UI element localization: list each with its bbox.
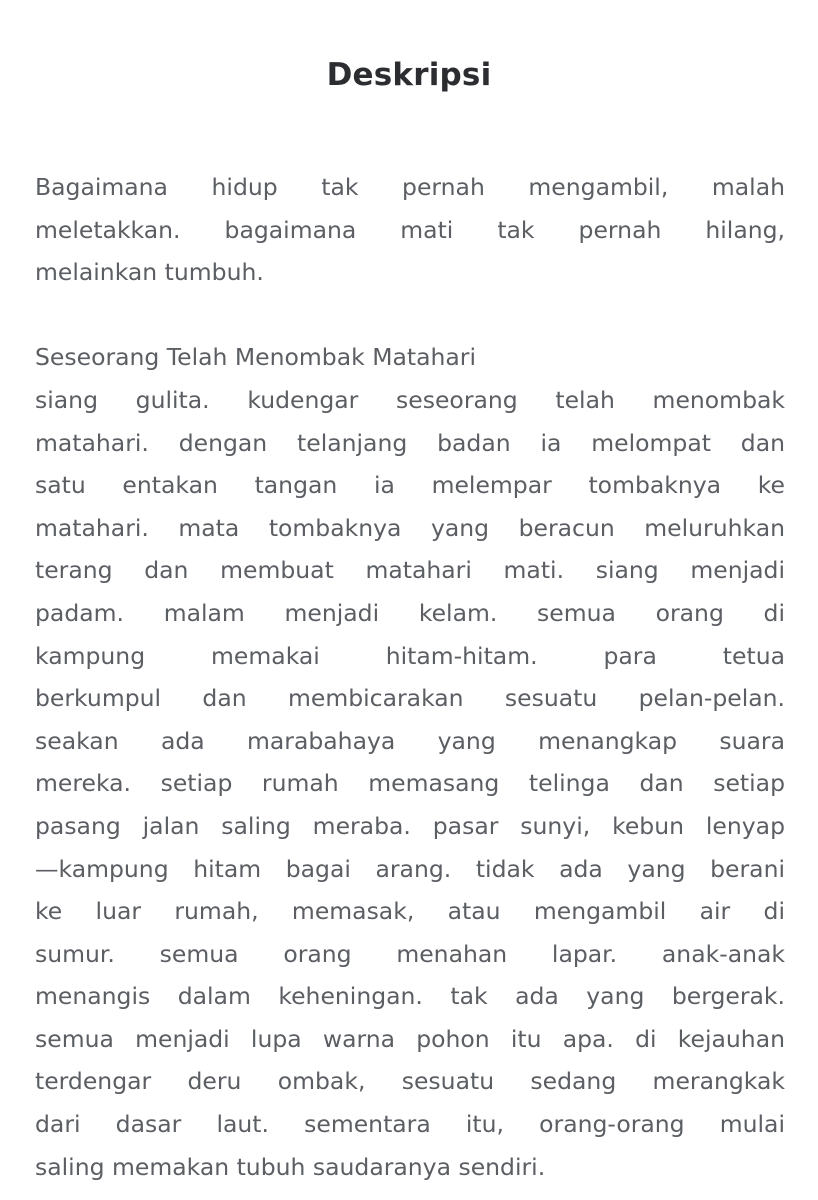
text-line: terdengar deru ombak, sesuatu sedang merangkak — [35, 1067, 785, 1096]
paragraph-spacer — [35, 294, 785, 337]
paragraph-intro — [35, 166, 785, 294]
text-line: dari dasar laut. sementara itu, orang-orang mulai — [35, 1110, 785, 1139]
text-line: ke luar rumah, memasak, atau mengambil air di — [35, 897, 785, 926]
text-line: kampung memakai hitam-hitam. para tetua — [35, 641, 785, 670]
text-line: melainkan tumbuh. — [35, 258, 264, 287]
text-line: pasang jalan saling meraba. pasar sunyi, kebun lenyap — [35, 811, 785, 840]
text-line: semua menjadi lupa warna pohon itu apa. di kejauhan — [35, 1024, 785, 1053]
text-line: menangis dalam keheningan. tak ada yang bergerak. — [35, 982, 785, 1011]
text-line: seakan ada marabahaya yang menangkap suara — [35, 726, 785, 755]
description-body — [35, 166, 785, 1188]
text-line: satu entakan tangan ia melempar tombaknya ke — [35, 471, 785, 500]
paragraph-poem — [35, 336, 785, 1188]
text-line: matahari. dengan telanjang badan ia melompat dan — [35, 428, 785, 457]
text-line: siang gulita. kudengar seseorang telah menombak — [35, 385, 785, 414]
text-line: saling memakan tubuh saudaranya sendiri. — [35, 1152, 546, 1181]
text-line: berkumpul dan membicarakan sesuatu pelan-pelan. — [35, 684, 785, 713]
text-line: padam. malam menjadi kelam. semua orang di — [35, 598, 785, 627]
text-line: mereka. setiap rumah memasang telinga dan setiap — [35, 769, 785, 798]
text-line: terang dan membuat matahari mati. siang menjadi — [35, 556, 785, 585]
text-line: Bagaimana hidup tak pernah mengambil, malah — [35, 173, 785, 201]
text-line: sumur. semua orang menahan lapar. anak-anak — [35, 939, 785, 968]
poem-title: Seseorang Telah Menombak Matahari — [35, 343, 476, 372]
text-line: meletakkan. bagaimana mati tak pernah hilang, — [35, 215, 785, 244]
text-line: matahari. mata tombaknya yang beracun meluruhkan — [35, 513, 785, 542]
page-title: Deskripsi — [326, 57, 492, 93]
text-line: —kampung hitam bagai arang. tidak ada yang berani — [35, 854, 785, 883]
